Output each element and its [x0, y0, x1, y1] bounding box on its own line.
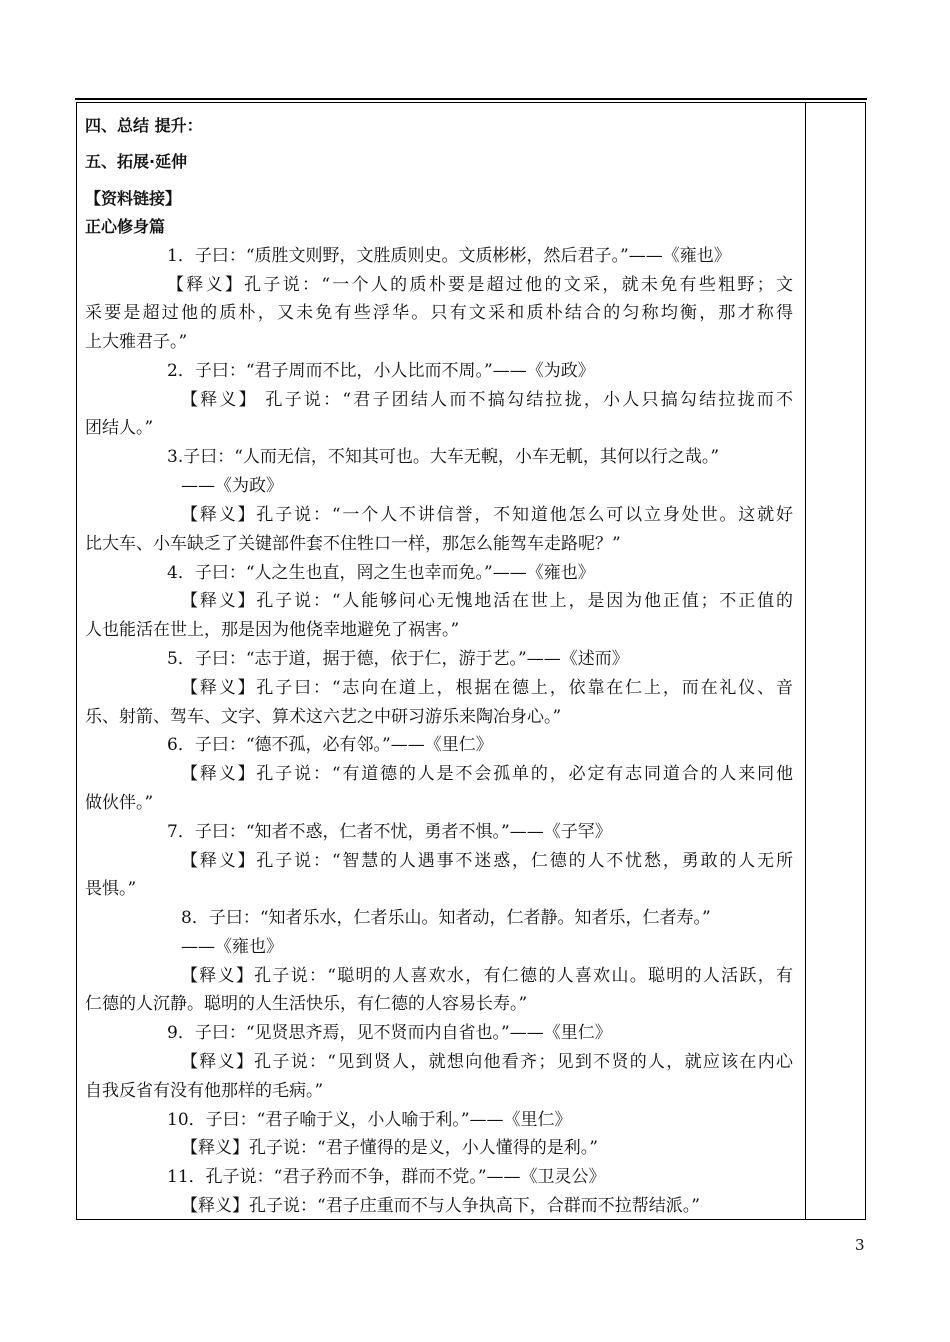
explanation-line: 【释义】孔子曰：“志向在道上，根据在德上，依靠在仁上，而在礼仪、音: [181, 678, 793, 698]
explanation-line: 乐、射箭、驾车、文字、算术这六艺之中研习游乐来陶冶身心。”: [85, 707, 562, 727]
explanation-line: 【释义】 孔子说：“君子团结人而不搞勾结拉拢，小人只搞勾结拉拢而不: [181, 390, 793, 410]
lesson-table: [76, 102, 866, 1220]
quote-line: 7．子曰：“知者不惑，仁者不忧，勇者不惧。”——《子罕》: [167, 822, 612, 842]
explanation-line: 【释义】孔子说：“君子庄重而不与人争执高下，合群而不拉帮结派。”: [181, 1196, 700, 1216]
explanation-line: 【释义】孔子说：“有道德的人是不会孤单的，必定有志同道合的人来同他: [181, 764, 793, 784]
quote-line: 8．子曰：“知者乐水，仁者乐山。知者动，仁者静。知者乐，仁者寿。”: [181, 908, 711, 928]
quote-line: 4．子曰：“人之生也直，罔之生也幸而免。”——《雍也》: [167, 563, 595, 583]
quote-line: 3.子曰：“人而无信，不知其可也。大车无輗，小车无軏，其何以行之哉。”: [167, 447, 720, 467]
page-number: 3: [855, 1236, 865, 1254]
quote-line: 9．子曰：“见贤思齐焉，见不贤而内自省也。”——《里仁》: [167, 1023, 612, 1043]
explanation-line: 【释义】孔子说：“人能够问心无愧地活在世上，是因为他正值；不正值的: [181, 591, 793, 611]
explanation-line: 人也能活在世上，那是因为他侥幸地避免了祸害。”: [85, 620, 460, 640]
quote-source: ——《雍也》: [181, 937, 283, 957]
quote-line: 1．子曰：“质胜文则野，文胜质则史。文质彬彬，然后君子。”——《雍也》: [167, 246, 731, 266]
explanation-line: 【释义】孔子说：“聪明的人喜欢水，有仁德的人喜欢山。聪明的人活跃，有: [181, 966, 793, 986]
quote-source: ——《为政》: [181, 476, 283, 496]
explanation-line: 【释义】孔子说：“一个人的质朴要是超过他的文采，就未免有些粗野；文: [167, 275, 793, 295]
quote-line: 5．子曰：“志于道，据于德，依于仁，游于艺。”——《述而》: [167, 649, 629, 669]
heading-resource-link: 【资料链接】: [85, 189, 182, 208]
column-divider: [805, 103, 806, 1219]
explanation-line: 【释义】孔子说：“一个人不讲信誉，不知道他怎么可以立身处世。这就好: [181, 505, 793, 525]
heading-section: 正心修身篇: [85, 217, 166, 236]
quote-line: 6．子曰：“德不孤，必有邻。”——《里仁》: [167, 735, 493, 755]
explanation-line: 团结人。”: [85, 418, 154, 438]
header-rule: [75, 98, 867, 100]
explanation-line: 畏惧。”: [85, 879, 137, 899]
explanation-line: 比大车、小车缺乏了关键部件套不住牲口一样，那怎么能驾车走路呢？”: [85, 534, 621, 554]
heading-extension: 五、拓展·延伸: [85, 152, 188, 171]
explanation-line: 自我反省有没有他那样的毛病。”: [85, 1081, 324, 1101]
explanation-line: 做伙伴。”: [85, 793, 154, 813]
heading-summary: 四、总结 提升：: [85, 116, 203, 135]
explanation-line: 【释义】孔子说：“智慧的人遇事不迷惑，仁德的人不忧愁，勇敢的人无所: [181, 851, 793, 871]
explanation-line: 仁德的人沉静。聪明的人生活快乐，有仁德的人容易长寿。”: [85, 994, 528, 1014]
quote-line: 2．子曰：“君子周而不比，小人比而不周。”——《为政》: [167, 361, 595, 381]
explanation-line: 采要是超过他的质朴，又未免有些浮华。只有文采和质朴结合的匀称均衡，那才称得: [85, 303, 793, 323]
quote-line: 10．子曰：“君子喻于义，小人喻于利。”——《里仁》: [167, 1110, 572, 1130]
explanation-line: 【释义】孔子说：“见到贤人，就想向他看齐；见到不贤的人，就应该在内心: [181, 1052, 793, 1072]
quote-line: 11．孔子说：“君子矜而不争，群而不党。”——《卫灵公》: [167, 1167, 606, 1187]
explanation-line: 【释义】孔子说：“君子懂得的是义，小人懂得的是利。”: [181, 1138, 598, 1158]
explanation-line: 上大雅君子。”: [85, 332, 188, 352]
